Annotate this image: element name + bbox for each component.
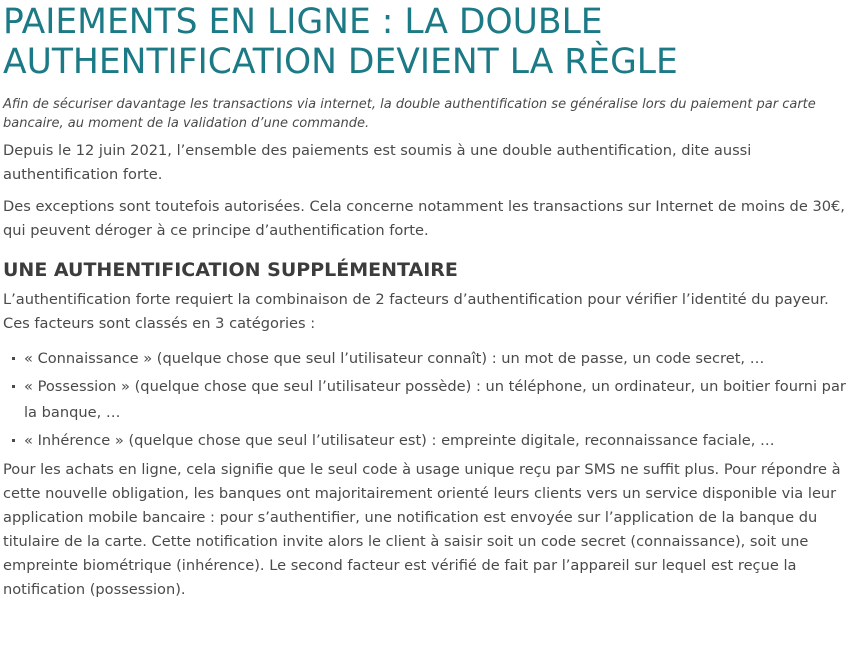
article-lead: Afin de sécuriser davantage les transactions via internet, la double authentification se généralise lors du paiement par carte bancaire, au moment de la validation d’une commande. xyxy=(3,97,816,131)
factor-list-item-possession: « Possession » (quelque chose que seul l’utilisateur possède) : un téléphone, un ordinateur, un boitier fourni par la banque, … xyxy=(24,374,852,426)
paragraph-factors: L’authentification forte requiert la combinaison de 2 facteurs d’authentification pour vérifier l’identité du payeur. Ces facteurs sont classés en 3 catégories : xyxy=(3,291,829,332)
paragraph-online-purchases: Pour les achats en ligne, cela signifie que le seul code à usage unique reçu par SMS ne suffit plus. Pour répondre à cette nouvelle obligation, les banques ont majoritairement orienté leurs clients vers un service disponible via leur application mobile bancaire : pour s’authentifier, une notification est envoyée sur l’application de la banque du titulaire de la carte. Cette notification invite alors le client à saisir soit un code secret (connaissance), soit une empreinte biométrique (inhérence). Le second facteur est vérifié de fait par l’appareil sur lequel est reçue la notification (possession). xyxy=(3,461,841,598)
factor-list-item-knowledge: « Connaissance » (quelque chose que seul l’utilisateur connaît) : un mot de passe, un code secret, … xyxy=(24,346,852,372)
page-title xyxy=(3,2,852,82)
page-title-line-2: AUTHENTIFICATION DEVIENT LA RÈGLE xyxy=(3,42,678,82)
factor-list-item-inherence: « Inhérence » (quelque chose que seul l’utilisateur est) : empreinte digitale, reconnaissance faciale, … xyxy=(24,428,852,454)
article xyxy=(0,2,858,602)
paragraph-exceptions: Des exceptions sont toutefois autorisées. Cela concerne notamment les transactions sur Internet de moins de 30€, qui peuvent déroger à ce principe d’authentification forte. xyxy=(3,198,845,239)
factor-list xyxy=(3,346,852,454)
page-title-line-1: PAIEMENTS EN LIGNE : LA DOUBLE xyxy=(3,2,603,42)
paragraph-date: Depuis le 12 juin 2021, l’ensemble des paiements est soumis à une double authentification, dite aussi authentification forte. xyxy=(3,142,752,183)
section-heading: UNE AUTHENTIFICATION SUPPLÉMENTAIRE xyxy=(3,259,458,281)
